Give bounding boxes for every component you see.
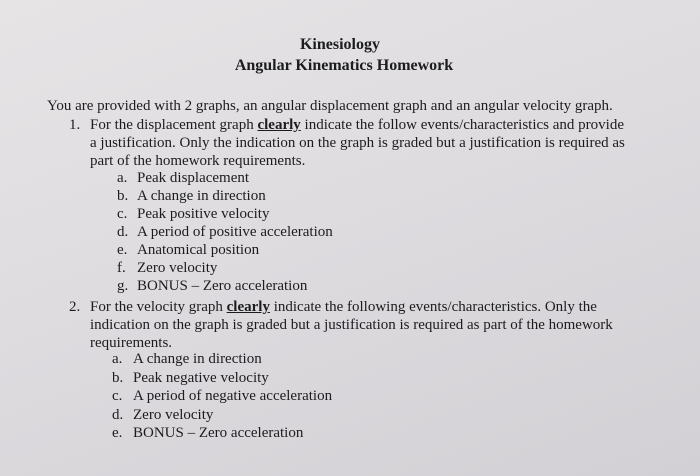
list-item-letter: a. [117,170,128,186]
list-item-letter: d. [112,406,124,423]
section2-line2: indication on the graph is graded but a justification is required as part of the homework [90,317,613,333]
list-item-text: Zero velocity [133,406,214,423]
list-item-text: A period of positive acceleration [137,224,333,240]
list-item-letter: f. [117,260,126,276]
section1-emphasis: clearly [257,117,301,133]
section1-line2: a justification. Only the indication on the graph is graded but a justification is required as [90,135,625,151]
list-item-text: A period of negative acceleration [133,388,333,404]
section1-number: 1. [69,117,81,133]
list-item-text: Peak negative velocity [133,369,269,386]
list-item-letter: d. [117,224,129,240]
list-item-letter: g. [117,278,129,294]
list-item-letter: c. [117,206,128,222]
section2-emphasis: clearly [226,299,270,315]
list-item-text: Zero velocity [137,260,218,276]
list-item-text: A change in direction [133,351,262,367]
list-item-text: Peak positive velocity [137,206,270,222]
list-item-letter: b. [112,369,124,386]
list-item-text: Peak displacement [137,170,250,186]
list-item-letter: e. [117,242,128,258]
list-item-text: Anatomical position [137,242,260,258]
list-item-text: BONUS – Zero acceleration [133,425,304,441]
list-item-letter: e. [112,425,123,441]
section2-text-before: For the velocity graph [90,299,223,315]
section2-number: 2. [69,299,81,315]
section2-line3: requirements. [90,335,173,351]
section1-line1 [90,116,624,134]
list-item-letter: a. [112,351,123,367]
section2-text-after: indicate the following events/characteristics. Only the [273,299,597,315]
intro-text: You are provided with 2 graphs, an angular displacement graph and an angular velocity graph. [47,98,613,114]
list-item-text: BONUS – Zero acceleration [137,278,308,294]
section1-line3: part of the homework requirements. [90,153,306,169]
doc-title: Kinesiology [299,36,380,53]
section1-text-before: For the displacement graph [90,117,254,133]
section2-line1 [90,298,597,316]
section1-text-after: indicate the follow events/characteristics and provide [304,117,624,133]
list-item-letter: c. [112,388,123,404]
doc-subtitle: Angular Kinematics Homework [234,57,454,74]
list-item-letter: b. [117,188,129,204]
list-item-text: A change in direction [137,188,266,204]
